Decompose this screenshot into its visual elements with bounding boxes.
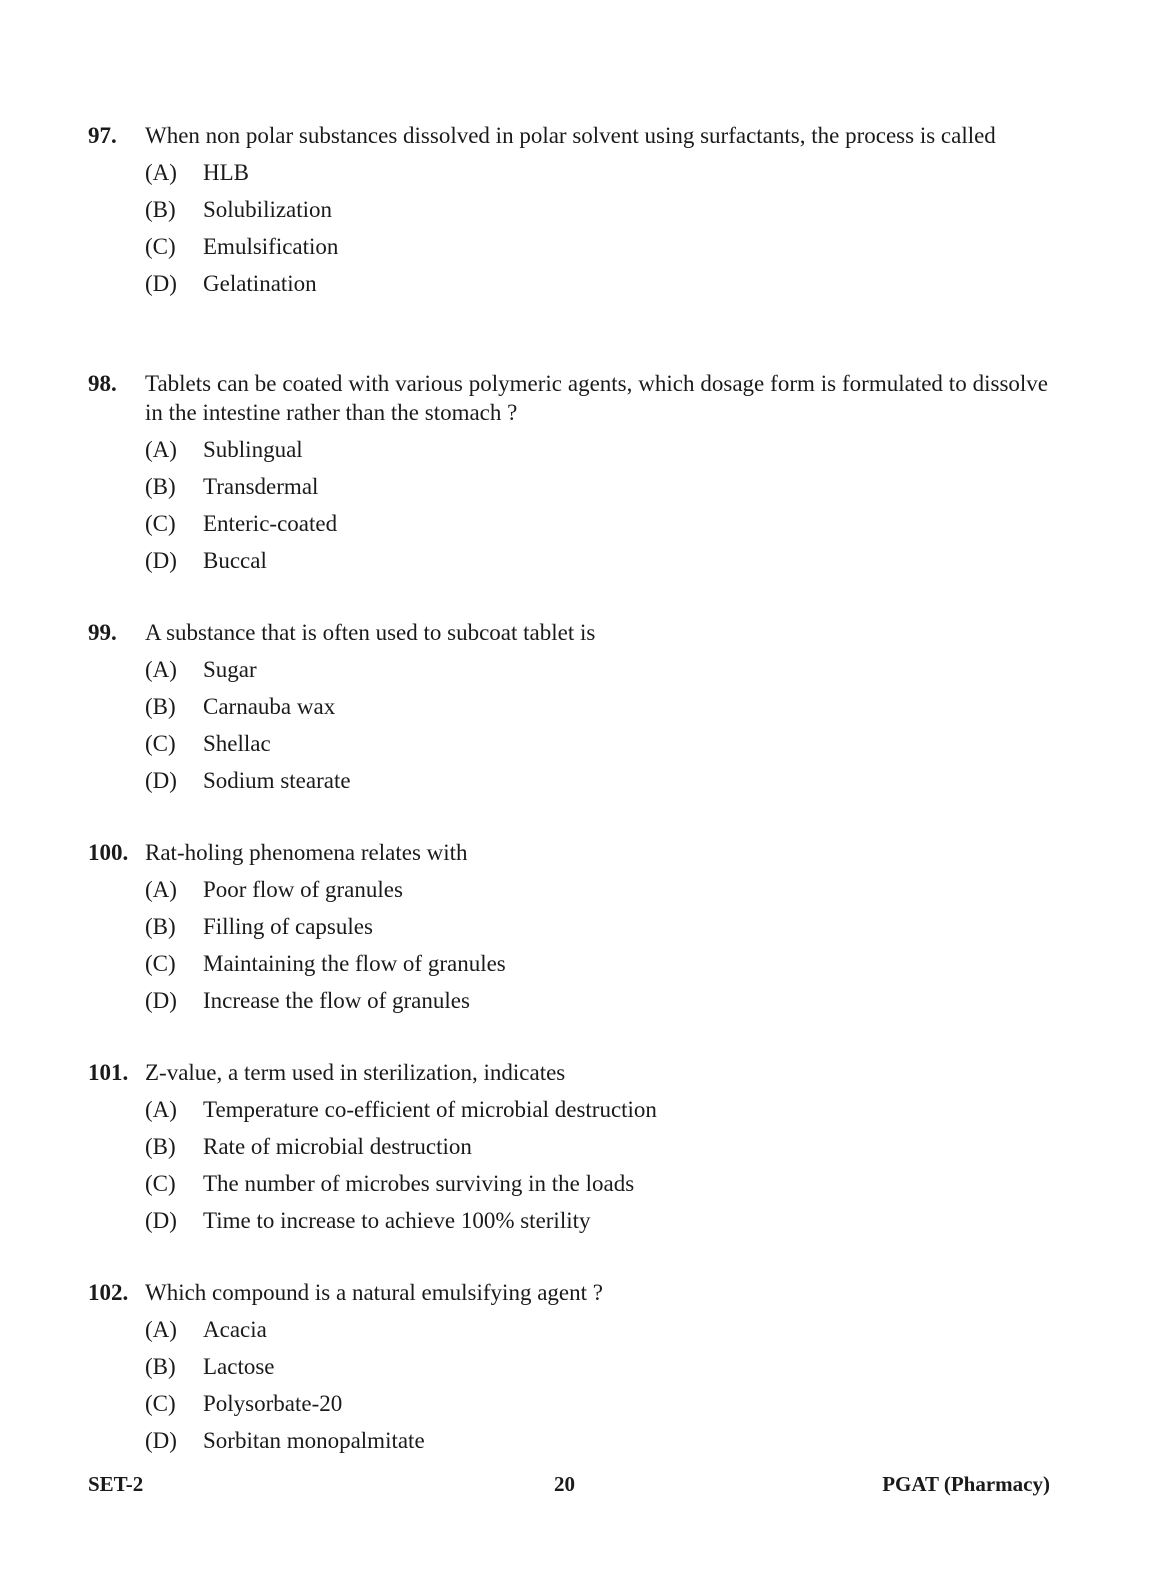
- option-a: [145, 1095, 1048, 1132]
- question-102: [88, 1278, 1048, 1463]
- option-c: [145, 1169, 1048, 1206]
- option-a: [145, 655, 1048, 692]
- option-text: The number of microbes surviving in the loads: [203, 1171, 635, 1196]
- option-list: [145, 1315, 1048, 1463]
- option-text: Solubilization: [203, 197, 333, 222]
- option-text: Sorbitan monopalmitate: [203, 1428, 425, 1453]
- option-text: Increase the flow of granules: [203, 988, 470, 1013]
- option-letter: (B): [145, 914, 176, 939]
- footer-set-label: SET-2: [88, 1472, 144, 1496]
- question-98: [88, 369, 1048, 583]
- question-100: [88, 838, 1048, 1023]
- footer-page-number: 20: [554, 1472, 575, 1496]
- option-letter: (B): [145, 474, 176, 499]
- question-101: [88, 1058, 1048, 1243]
- option-letter: (A): [145, 657, 177, 682]
- option-list: [145, 1095, 1048, 1243]
- option-text: Shellac: [203, 731, 271, 756]
- question-number: 102.: [88, 1280, 129, 1305]
- option-letter: (B): [145, 694, 176, 719]
- option-letter: (D): [145, 271, 177, 296]
- option-letter: (C): [145, 1391, 176, 1416]
- question-text: Which compound is a natural emulsifying agent ?: [145, 1280, 603, 1305]
- option-d: [145, 986, 1048, 1023]
- option-text: Temperature co-efficient of microbial destruction: [203, 1097, 657, 1122]
- option-letter: (B): [145, 197, 176, 222]
- question-number: 98.: [88, 371, 117, 396]
- option-b: [145, 195, 1048, 232]
- option-letter: (B): [145, 1354, 176, 1379]
- option-letter: (A): [145, 877, 177, 902]
- option-text: Buccal: [203, 548, 267, 573]
- option-d: [145, 546, 1048, 583]
- option-letter: (A): [145, 160, 177, 185]
- question-number: 100.: [88, 840, 129, 865]
- question-number: 99.: [88, 620, 117, 645]
- option-a: [145, 1315, 1048, 1352]
- question-number: 97.: [88, 123, 117, 148]
- option-text: Rate of microbial destruction: [203, 1134, 472, 1159]
- option-c: [145, 232, 1048, 269]
- option-list: [145, 875, 1048, 1023]
- option-letter: (C): [145, 1171, 176, 1196]
- option-letter: (A): [145, 437, 177, 462]
- option-text: HLB: [203, 160, 249, 185]
- option-text: Lactose: [203, 1354, 275, 1379]
- option-letter: (D): [145, 1428, 177, 1453]
- option-c: [145, 949, 1048, 986]
- option-text: Maintaining the flow of granules: [203, 951, 506, 976]
- option-text: Carnauba wax: [203, 694, 336, 719]
- option-text: Acacia: [203, 1317, 267, 1342]
- footer-exam-title: PGAT (Pharmacy): [882, 1472, 1050, 1496]
- question-97: [88, 121, 1048, 306]
- option-list: [145, 435, 1048, 583]
- option-letter: (C): [145, 234, 176, 259]
- option-text: Emulsification: [203, 234, 339, 259]
- question-text: A substance that is often used to subcoat tablet is: [145, 620, 596, 645]
- question-99: [88, 618, 1048, 803]
- option-c: [145, 509, 1048, 546]
- option-list: [145, 655, 1048, 803]
- option-text: Poor flow of granules: [203, 877, 403, 902]
- question-text: Tablets can be coated with various polymeric agents, which dosage form is formulated to dissolve in the intestine rather than the stomach ?: [145, 371, 1048, 425]
- option-text: Time to increase to achieve 100% sterility: [203, 1208, 591, 1233]
- option-text: Polysorbate-20: [203, 1391, 343, 1416]
- option-letter: (A): [145, 1317, 177, 1342]
- option-letter: (D): [145, 988, 177, 1013]
- option-letter: (A): [145, 1097, 177, 1122]
- option-letter: (B): [145, 1134, 176, 1159]
- option-d: [145, 269, 1048, 306]
- option-letter: (D): [145, 1208, 177, 1233]
- option-c: [145, 729, 1048, 766]
- option-b: [145, 692, 1048, 729]
- option-d: [145, 766, 1048, 803]
- option-text: Enteric-coated: [203, 511, 338, 536]
- option-letter: (C): [145, 511, 176, 536]
- option-b: [145, 1352, 1048, 1389]
- option-a: [145, 875, 1048, 912]
- option-text: Gelatination: [203, 271, 317, 296]
- option-d: [145, 1426, 1048, 1463]
- option-b: [145, 1132, 1048, 1169]
- option-text: Transdermal: [203, 474, 319, 499]
- option-letter: (C): [145, 951, 176, 976]
- option-text: Sublingual: [203, 437, 303, 462]
- question-text: Z-value, a term used in sterilization, indicates: [145, 1060, 566, 1085]
- option-letter: (D): [145, 548, 177, 573]
- question-text: When non polar substances dissolved in polar solvent using surfactants, the process is called: [145, 123, 996, 148]
- question-number: 101.: [88, 1060, 129, 1085]
- option-text: Sodium stearate: [203, 768, 351, 793]
- option-c: [145, 1389, 1048, 1426]
- option-d: [145, 1206, 1048, 1243]
- option-b: [145, 912, 1048, 949]
- option-letter: (D): [145, 768, 177, 793]
- option-a: [145, 435, 1048, 472]
- option-list: [145, 158, 1048, 306]
- option-letter: (C): [145, 731, 176, 756]
- option-text: Sugar: [203, 657, 257, 682]
- option-a: [145, 158, 1048, 195]
- option-b: [145, 472, 1048, 509]
- question-text: Rat-holing phenomena relates with: [145, 840, 468, 865]
- option-text: Filling of capsules: [203, 914, 373, 939]
